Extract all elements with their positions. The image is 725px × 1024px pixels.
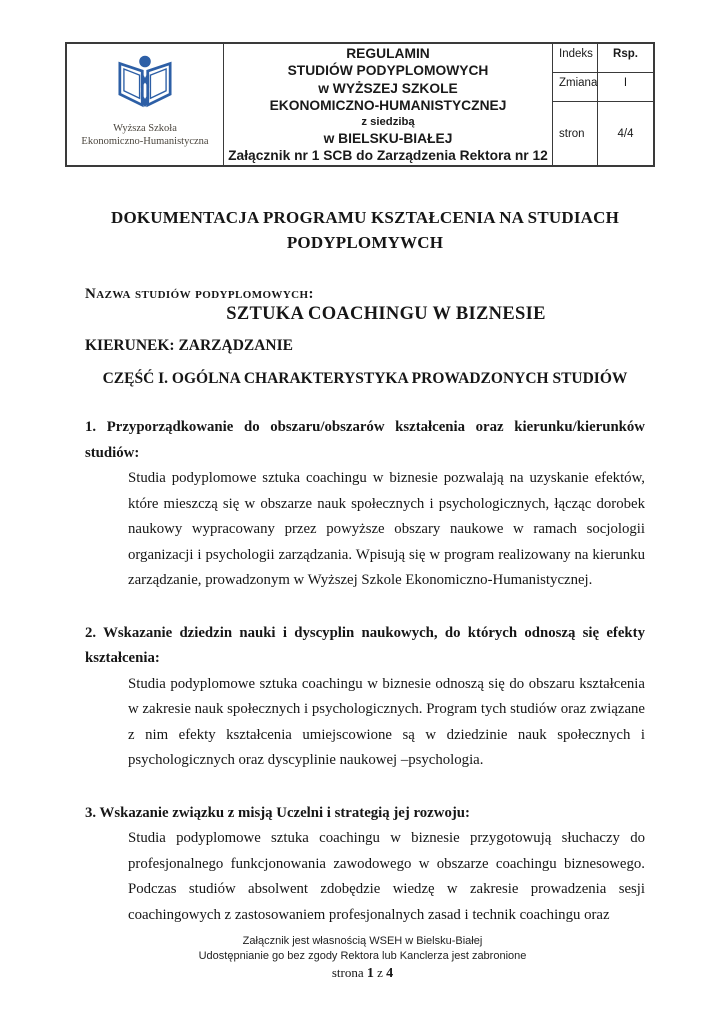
footer-page-current: 1 [366,966,374,981]
program-name-label: Nazwa studiów podyplomowych: [85,286,314,302]
section-3-heading: 3. Wskazanie związku z misją Uczelni i strategią jej rozwoju: [85,804,470,821]
header-attachment-line: Załącznik nr 1 SCB do Zarządzenia Rektora nr 12 [228,148,548,163]
part-title: CZĘŚĆ I. OGÓLNA CHARAKTERYSTYKA PROWADZONYCH STUDIÓW [102,370,628,387]
footer-page-total: 4 [386,966,394,981]
section-3-body: Studia podyplomowe sztuka coachingu w biznesie przygotowują słuchaczy do profesjonalnego funkcjonowania zawodowego w obszarze coachingu biznesowego. Podczas studiów absolwent zdobędzie wiedzę w zakresie prowadzenia sesji coachingowych z zastosowaniem profesjonalnych zasad i technik coachingu oraz [128,830,645,923]
document-main-title: DOKUMENTACJA PROGRAMU KSZTAŁCENIA NA STUDIACH PODYPLOMYWCH [110,208,620,252]
program-name: SZTUKA COACHINGU W BIZNESIE [226,304,546,324]
section-2-body: Studia podyplomowe sztuka coachingu w biznesie odnoszą się do obszaru kształcenia w zakresie nauk społecznych i psychologicznych. Program tych studiów oraz związane z nim efekty kształcenia umiejscowione są w dziedzinie nauk społecznych i psychologicznych oraz dyscyplinie naukowej –psychologia. [128,675,645,768]
section-2 [85,621,645,774]
document-content [85,0,645,928]
section-3 [85,801,645,929]
section-1-heading: 1. Przyporządkowanie do obszaru/obszarów kształcenia oraz kierunku/kierunków studiów: [85,419,645,461]
footer-page-number [0,965,725,982]
header-title-line-6: w BIELSKU-BIAŁEJ [323,130,453,146]
info-value-rsp: Rsp. [598,44,653,73]
section-1 [85,415,645,594]
section-1-body: Studia podyplomowe sztuka coachingu w biznesie pozwalają na uzyskanie efektów, które mieszczą się w obszarze nauk społecznych i psychologicznych, łącząc dorobek naukowy wypracowany przez powyższe obszary naukowe w ramach socjologii organizacji i psychologii zarządzania. Wpisują się w program realizowany na kierunku zarządzanie, prowadzonym w Wyższej Szkole Ekonomiczno-Humanistycznej. [128,470,645,588]
header-title-line-2: STUDIÓW PODYPLOMOWYCH [287,63,489,78]
footer-page-label: strona [331,965,364,980]
header-title-line-5: z siedzibą [361,115,415,128]
kierunek-line: KIERUNEK: ZARZĄDZANIE [85,337,293,354]
info-label-indeks: Indeks [553,44,598,73]
logo-caption-line1: Wyższa Szkoła [113,123,177,134]
header-title-line-1: REGULAMIN [346,45,430,61]
header-title-line-4: EKONOMICZNO-HUMANISTYCZNEJ [269,98,507,113]
header-title-line-3: w WYŻSZEJ SZKOLE [318,80,458,96]
footer-restriction-line: Udostępnianie go bez zgody Rektora lub Kanclerza jest zabronione [198,950,527,962]
footer-page-separator: z [377,965,383,980]
footer-ownership-line: Załącznik jest własnością WSEH w Bielsku-Białej [242,935,483,947]
info-value-zmiana: I [598,73,653,102]
page-footer [0,934,725,982]
info-value-stron: 4/4 [617,127,634,140]
section-2-heading: 2. Wskazanie dziedzin nauki i dyscyplin naukowych, do których odnoszą się efekty kształcenia: [85,624,645,666]
info-label-zmiana: Zmiana [553,73,598,102]
info-label-stron: stron [553,102,598,165]
logo-caption-line2: Ekonomiczno-Humanistyczna [81,136,209,147]
